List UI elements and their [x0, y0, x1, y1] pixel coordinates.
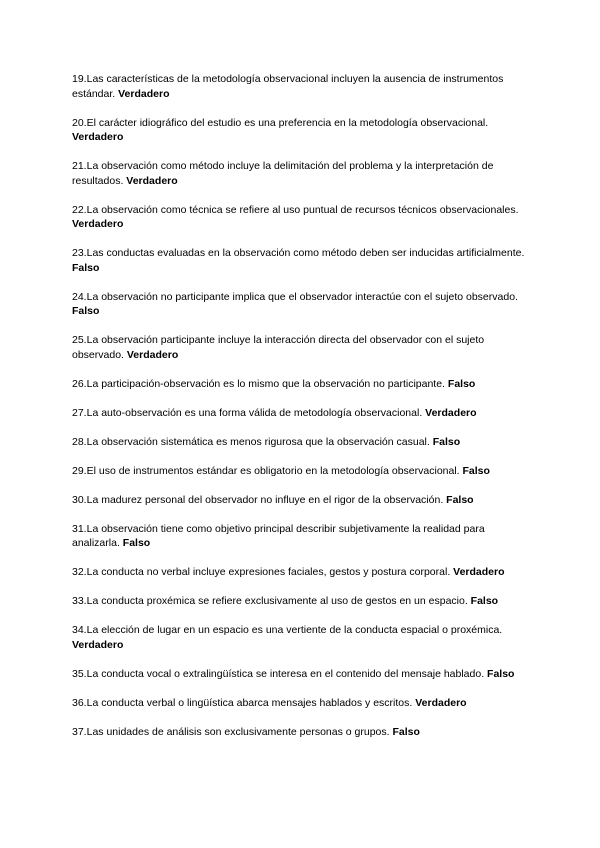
item-text: La madurez personal del observador no influye en el rigor de la observación. — [86, 493, 444, 506]
item-answer: Falso — [470, 595, 499, 607]
item-answer: Falso — [392, 725, 420, 738]
list-item — [72, 246, 532, 275]
item-number: 33. — [72, 595, 87, 607]
item-text: Las unidades de análisis son exclusivamente personas o grupos. — [86, 725, 390, 738]
item-text: La observación no participante implica que el observador interactúe con el sujeto observado. — [86, 290, 518, 303]
item-answer: Falso — [462, 464, 490, 477]
item-number: 32. — [72, 566, 87, 578]
list-item — [72, 594, 532, 609]
item-number: 19. — [72, 73, 87, 85]
list-item — [72, 435, 532, 450]
list-item — [72, 159, 532, 188]
item-text: La auto-observación es una forma válida de metodología observacional. — [86, 406, 423, 419]
list-item — [72, 725, 532, 740]
item-text: La observación participante incluye la interacción directa del observador con el sujeto observado. — [72, 334, 485, 361]
item-text: Las conductas evaluadas en la observación como método deben ser inducidas artificialmente. — [86, 247, 525, 259]
item-number: 37. — [72, 725, 87, 738]
list-item — [72, 377, 532, 392]
item-answer: Verdadero — [425, 406, 477, 419]
item-number: 34. — [72, 624, 87, 636]
list-item — [72, 623, 532, 652]
item-text: La observación sistemática es menos rigurosa que la observación casual. — [86, 435, 430, 448]
question-list — [72, 72, 532, 754]
list-item — [72, 333, 532, 362]
item-text: La participación-observación es lo mismo que la observación no participante. — [86, 377, 445, 390]
item-text: La conducta vocal o extralingüística se interesa en el contenido del mensaje hablado. — [86, 667, 485, 680]
list-item — [72, 464, 532, 479]
item-text: La conducta no verbal incluye expresiones faciales, gestos y postura corporal. — [86, 566, 451, 578]
list-item — [72, 203, 532, 232]
item-number: 30. — [72, 493, 87, 506]
item-text: La observación como técnica se refiere al uso puntual de recursos técnicos observacionales. — [86, 203, 519, 216]
item-number: 20. — [72, 116, 87, 129]
item-answer: Falso — [447, 377, 476, 390]
item-number: 29. — [72, 464, 87, 477]
item-answer: Verdadero — [126, 348, 179, 361]
item-answer: Verdadero — [72, 638, 124, 651]
item-text: El carácter idiográfico del estudio es una preferencia en la metodología observacional. — [86, 116, 489, 129]
item-answer: Falso — [487, 667, 515, 680]
item-text: El uso de instrumentos estándar es obligatorio en la metodología observacional. — [86, 464, 460, 477]
list-item — [72, 667, 532, 682]
item-number: 31. — [72, 522, 87, 535]
item-answer: Verdadero — [72, 218, 124, 230]
list-item — [72, 406, 532, 421]
item-number: 36. — [72, 696, 87, 709]
item-number: 24. — [72, 290, 87, 303]
item-number: 27. — [72, 406, 87, 419]
item-answer: Falso — [72, 261, 100, 274]
item-number: 23. — [72, 247, 87, 259]
list-item — [72, 522, 532, 551]
list-item — [72, 565, 532, 580]
list-item — [72, 72, 532, 101]
item-text: La observación tiene como objetivo principal describir subjetivamente la realidad para analizarla. — [72, 522, 485, 549]
list-item — [72, 493, 532, 508]
item-answer: Falso — [122, 537, 151, 549]
item-text: La conducta verbal o lingüística abarca mensajes hablados y escritos. — [86, 696, 413, 709]
item-answer: Falso — [72, 305, 100, 317]
item-number: 25. — [72, 334, 87, 346]
list-item — [72, 290, 532, 319]
item-answer: Verdadero — [126, 174, 178, 187]
item-text: La observación como método incluye la delimitación del problema y la interpretación de resultados. — [72, 160, 494, 187]
item-answer: Falso — [432, 435, 461, 448]
item-answer: Verdadero — [415, 696, 467, 709]
item-text: La conducta proxémica se refiere exclusivamente al uso de gestos en un espacio. — [86, 595, 468, 607]
item-text: La elección de lugar en un espacio es una vertiente de la conducta espacial o proxémica. — [86, 624, 503, 636]
list-item — [72, 116, 532, 145]
item-number: 35. — [72, 667, 87, 680]
item-number: 26. — [72, 377, 87, 390]
item-number: 22. — [72, 203, 87, 216]
item-number: 21. — [72, 160, 87, 172]
item-text: Las características de la metodología observacional incluyen la ausencia de instrumentos estándar. — [72, 73, 504, 100]
item-answer: Verdadero — [453, 566, 505, 578]
list-item — [72, 696, 532, 711]
item-answer: Verdadero — [118, 87, 170, 100]
item-answer: Verdadero — [72, 131, 124, 143]
item-answer: Falso — [446, 493, 474, 506]
item-number: 28. — [72, 435, 87, 448]
